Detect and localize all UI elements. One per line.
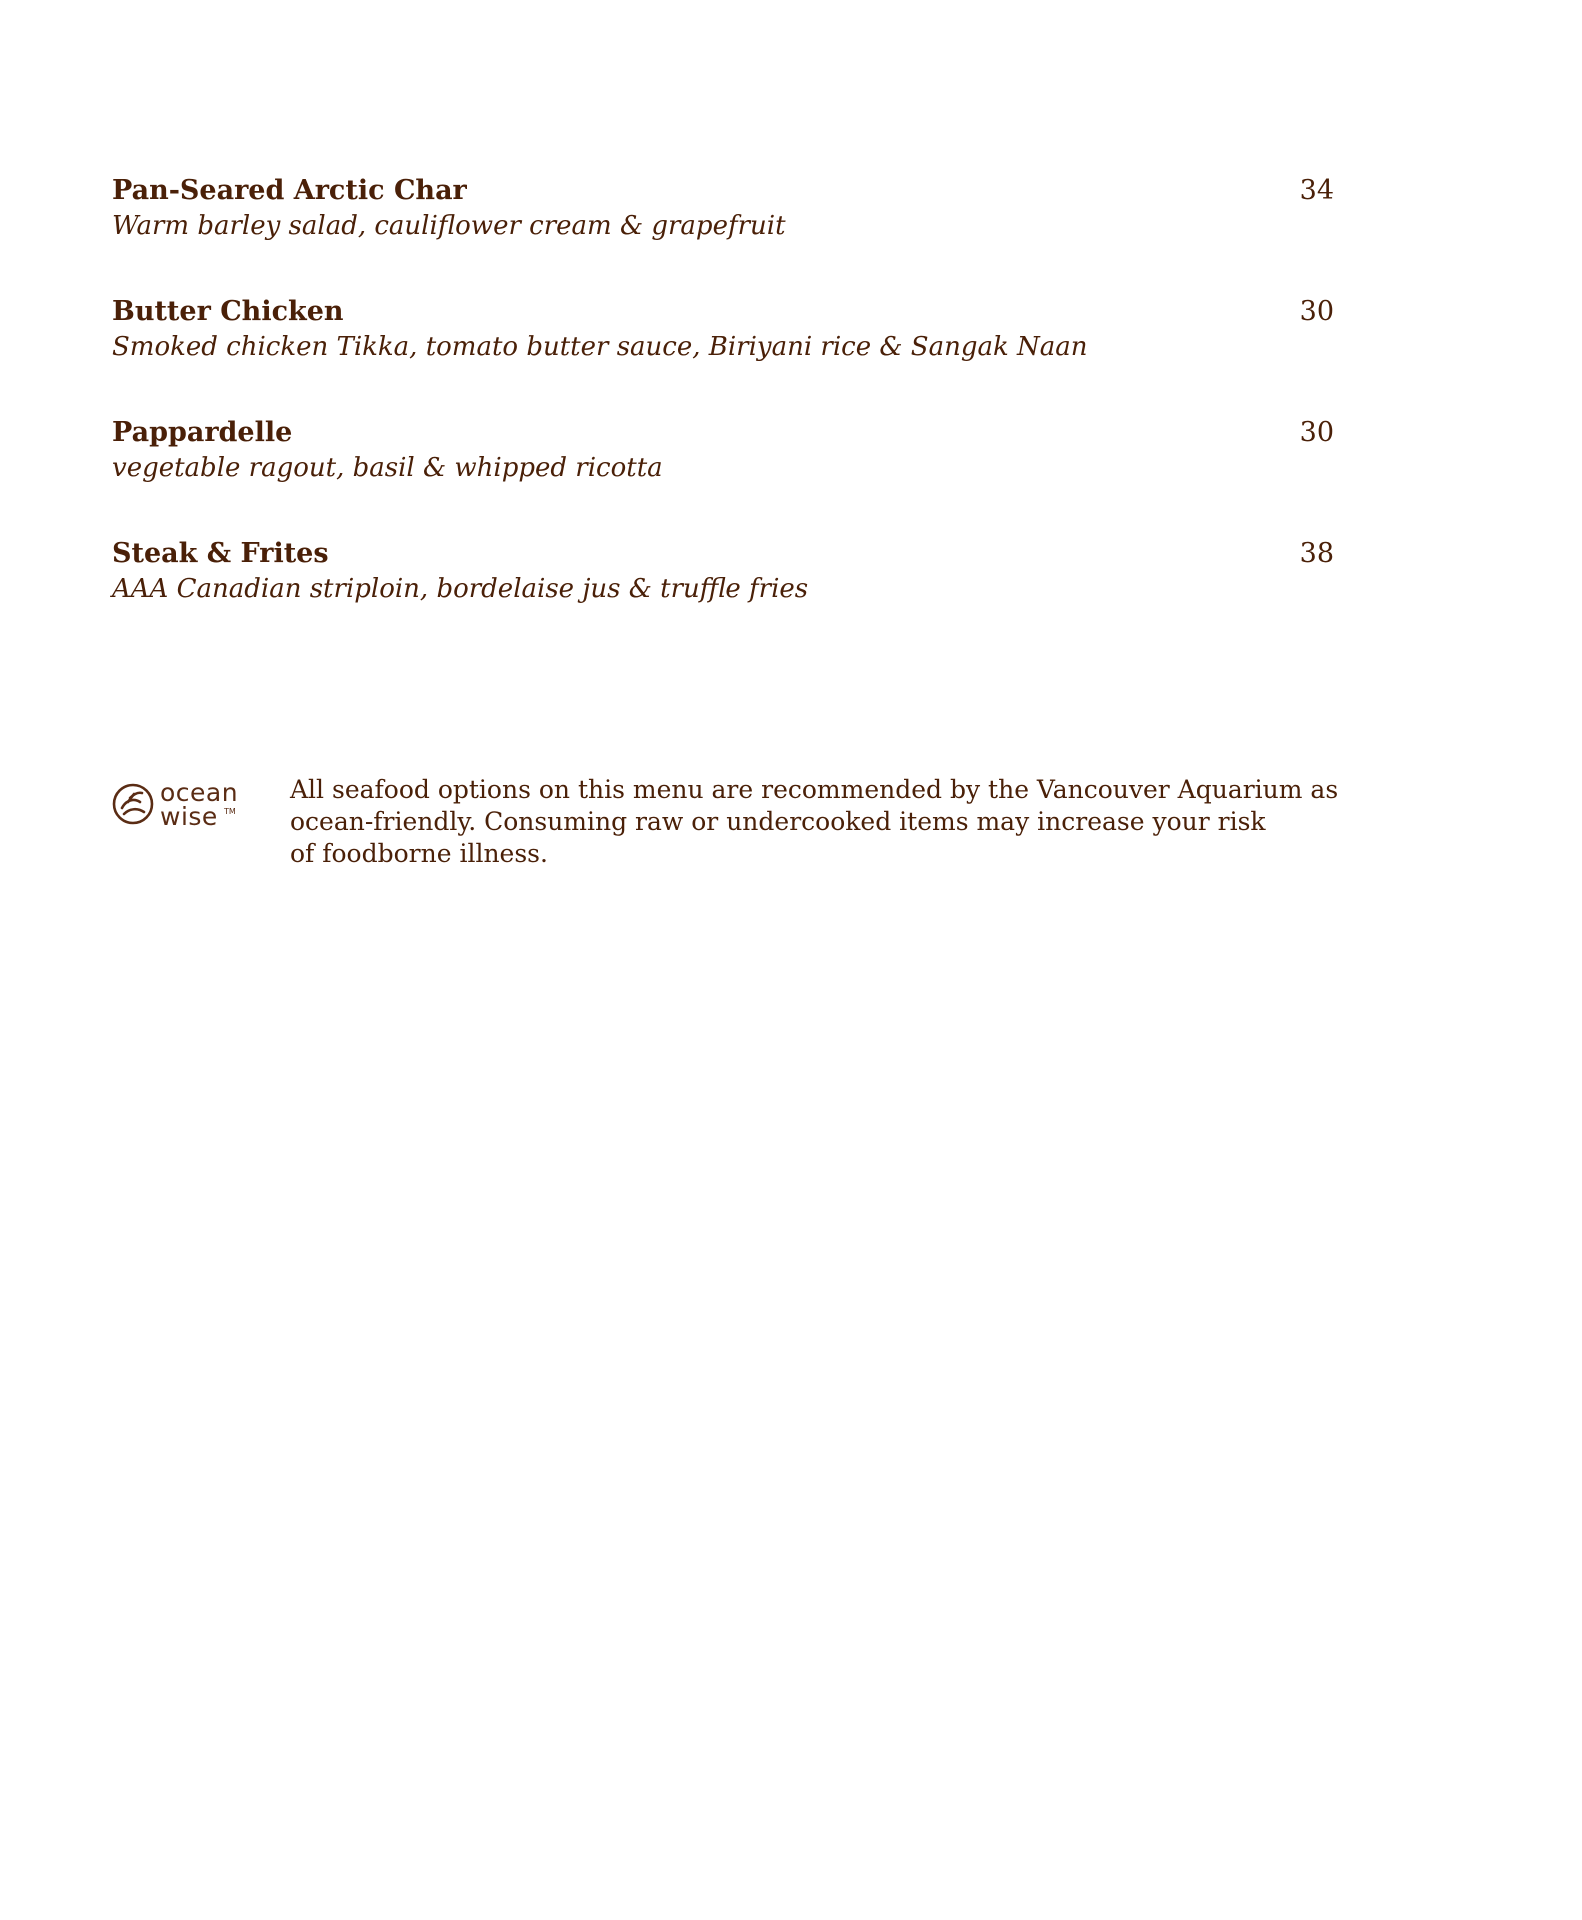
notice-line: All seafood options on this menu are recommended by the Vancouver Aquarium as bbox=[290, 775, 1339, 804]
menu-item-price: 38 bbox=[1299, 538, 1334, 569]
menu-item-price: 30 bbox=[1299, 417, 1334, 448]
menu-item bbox=[112, 174, 1334, 295]
menu-item-price: 30 bbox=[1299, 296, 1334, 327]
fish-wave-icon bbox=[114, 785, 152, 823]
menu-item-name: Steak & Frites bbox=[112, 538, 329, 569]
menu-item-name: Butter Chicken bbox=[112, 296, 344, 327]
menu-item bbox=[112, 416, 1334, 537]
notice-line: ocean-friendly. Consuming raw or undercooked items may increase your risk bbox=[290, 807, 1266, 836]
logo-text-ocean: ocean bbox=[160, 778, 239, 807]
menu-list bbox=[112, 174, 1334, 658]
menu-item-name: Pan-Seared Arctic Char bbox=[112, 175, 467, 206]
menu-item-description: Warm barley salad, cauliflower cream & grapefruit bbox=[112, 211, 786, 241]
menu-item bbox=[112, 295, 1334, 416]
logo-trademark: TM bbox=[224, 807, 236, 816]
menu-item-name: Pappardelle bbox=[112, 417, 293, 448]
logo-text-wise: wise bbox=[160, 802, 218, 830]
seafood-notice bbox=[290, 774, 1339, 870]
ocean-wise-logo bbox=[112, 778, 262, 830]
notice-line: of foodborne illness. bbox=[290, 839, 548, 868]
menu-item-description: Smoked chicken Tikka, tomato butter sauce, Biriyani rice & Sangak Naan bbox=[112, 332, 1088, 362]
menu-item-price: 34 bbox=[1299, 175, 1334, 206]
menu-item bbox=[112, 537, 1334, 658]
menu-item-description: vegetable ragout, basil & whipped ricotta bbox=[112, 453, 663, 483]
menu-item-description: AAA Canadian striploin, bordelaise jus & truffle fries bbox=[112, 574, 809, 604]
